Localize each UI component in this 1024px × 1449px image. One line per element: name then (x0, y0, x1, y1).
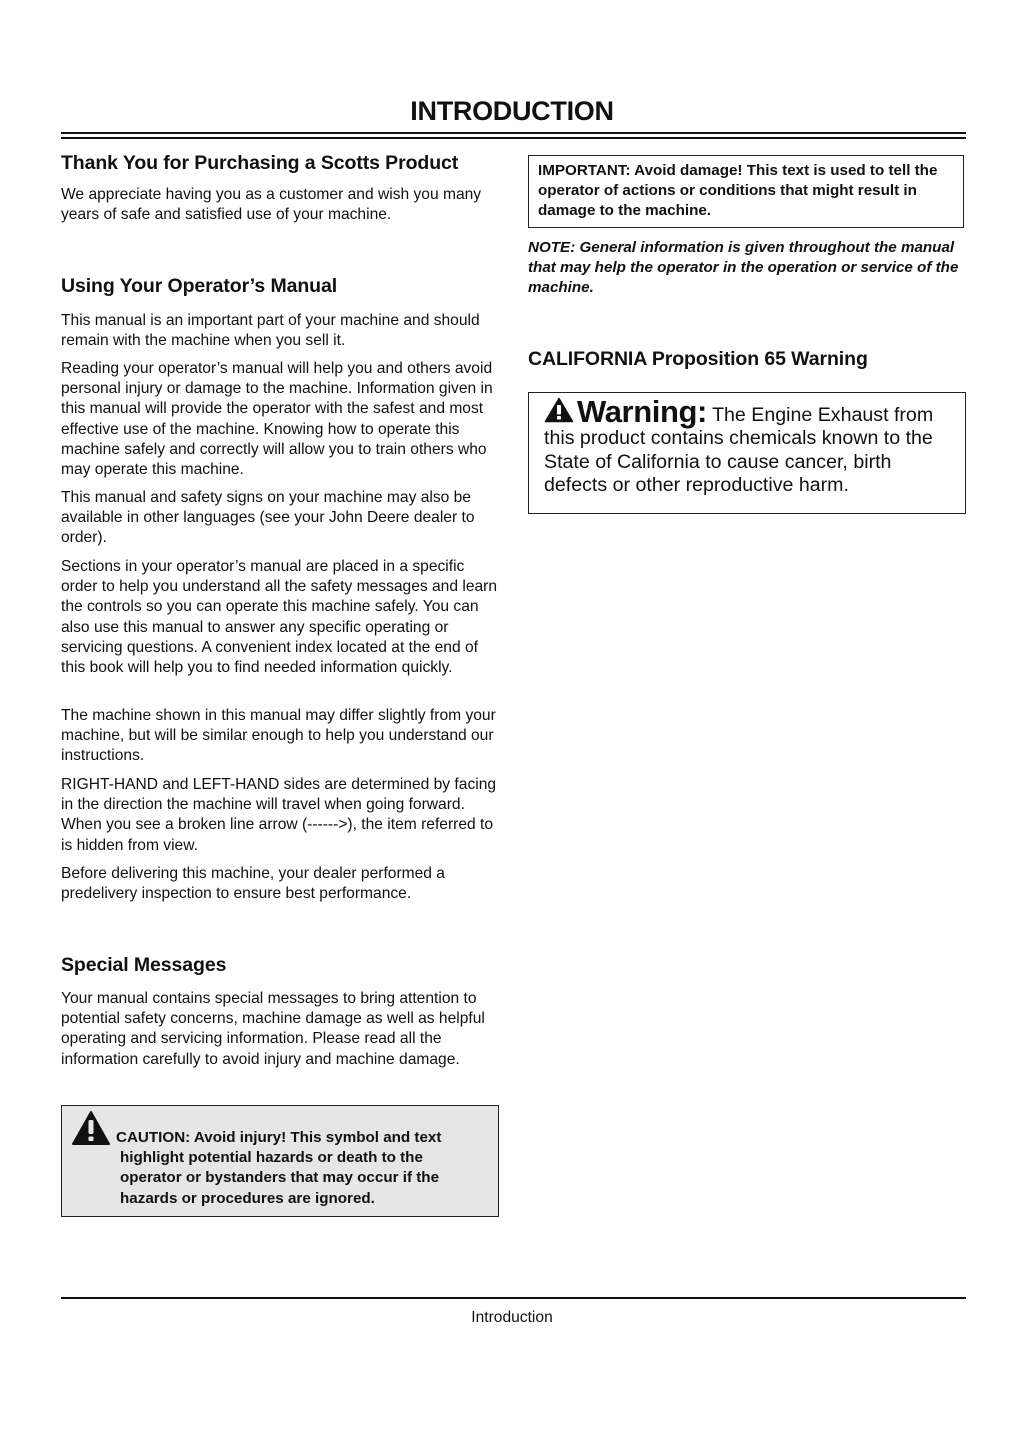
caution-first-line: CAUTION: Avoid injury! This symbol and text (116, 1129, 442, 1146)
thank-you-heading: Thank You for Purchasing a Scotts Product (61, 152, 459, 174)
warning-text: The Engine Exhaust from this product contains chemicals known to the State of California to cause cancer, birth defects or other reproductive harm. (544, 404, 934, 497)
manual-paragraph: This manual is an important part of your machine and should remain with the machine when you sell it. (61, 312, 480, 350)
manual-paragraph: Reading your operator’s manual will help you and others avoid personal injury or damage to the machine. Information given in this manual will provide the operator with the safest and most effective use of the machine. Knowing how to operate this machine safely and correctly will allow you to train others who may operate this machine. (61, 360, 493, 479)
manual-heading: Using Your Operator’s Manual (61, 275, 338, 297)
caution-box (61, 1105, 499, 1217)
note-text: NOTE: General information is given throughout the manual that may help the operator in the operation or service of the machine. (528, 239, 959, 297)
caution-rest: highlight potential hazards or death to the operator or bystanders that may occur if the hazards or procedures are ignored. (120, 1149, 440, 1207)
manual-paragraph: Sections in your operator’s manual are placed in a specific order to help you understand all the safety messages and learn the controls so you can operate this machine safely. You can also use this manual to answer any specific operating or servicing questions. A convenient index located at the end of this book will help you to find needed information quickly. (61, 558, 498, 677)
caution-text (116, 1128, 486, 1209)
page-title: INTRODUCTION (410, 96, 614, 126)
prop65-warning-box (528, 392, 966, 514)
warning-triangle-icon (544, 397, 574, 423)
page-footer: Introduction (471, 1309, 553, 1326)
important-text: IMPORTANT: Avoid damage! This text is used to tell the operator of actions or conditions that might result in damage to the machine. (538, 162, 938, 220)
thank-you-body: We appreciate having you as a customer and wish you many years of safe and satisfied use of your machine. (61, 186, 482, 224)
manual-paragraph: The machine shown in this manual may differ slightly from your machine, but will be similar enough to help you understand our instructions. (61, 707, 496, 765)
warning-word: Warning: (577, 394, 707, 429)
special-messages-heading: Special Messages (61, 954, 227, 976)
manual-paragraph: RIGHT-HAND and LEFT-HAND sides are determined by facing in the direction the machine will travel when going forward. When you see a broken line arrow (------>), the item referred to is hidden from view. (61, 776, 497, 854)
caution-triangle-icon (71, 1110, 111, 1146)
special-messages-body: Your manual contains special messages to bring attention to potential safety concerns, machine damage as well as helpful operating and servicing information. Please read all the information carefully to avoid injury and machine damage. (61, 990, 485, 1068)
prop65-heading: CALIFORNIA Proposition 65 Warning (528, 348, 868, 370)
manual-paragraph: This manual and safety signs on your machine may also be available in other languages (see your John Deere dealer to order). (61, 489, 475, 547)
footer-divider (61, 1297, 966, 1299)
manual-paragraph: Before delivering this machine, your dealer performed a predelivery inspection to ensure best performance. (61, 865, 445, 903)
important-box (528, 155, 964, 228)
title-divider (61, 132, 966, 139)
